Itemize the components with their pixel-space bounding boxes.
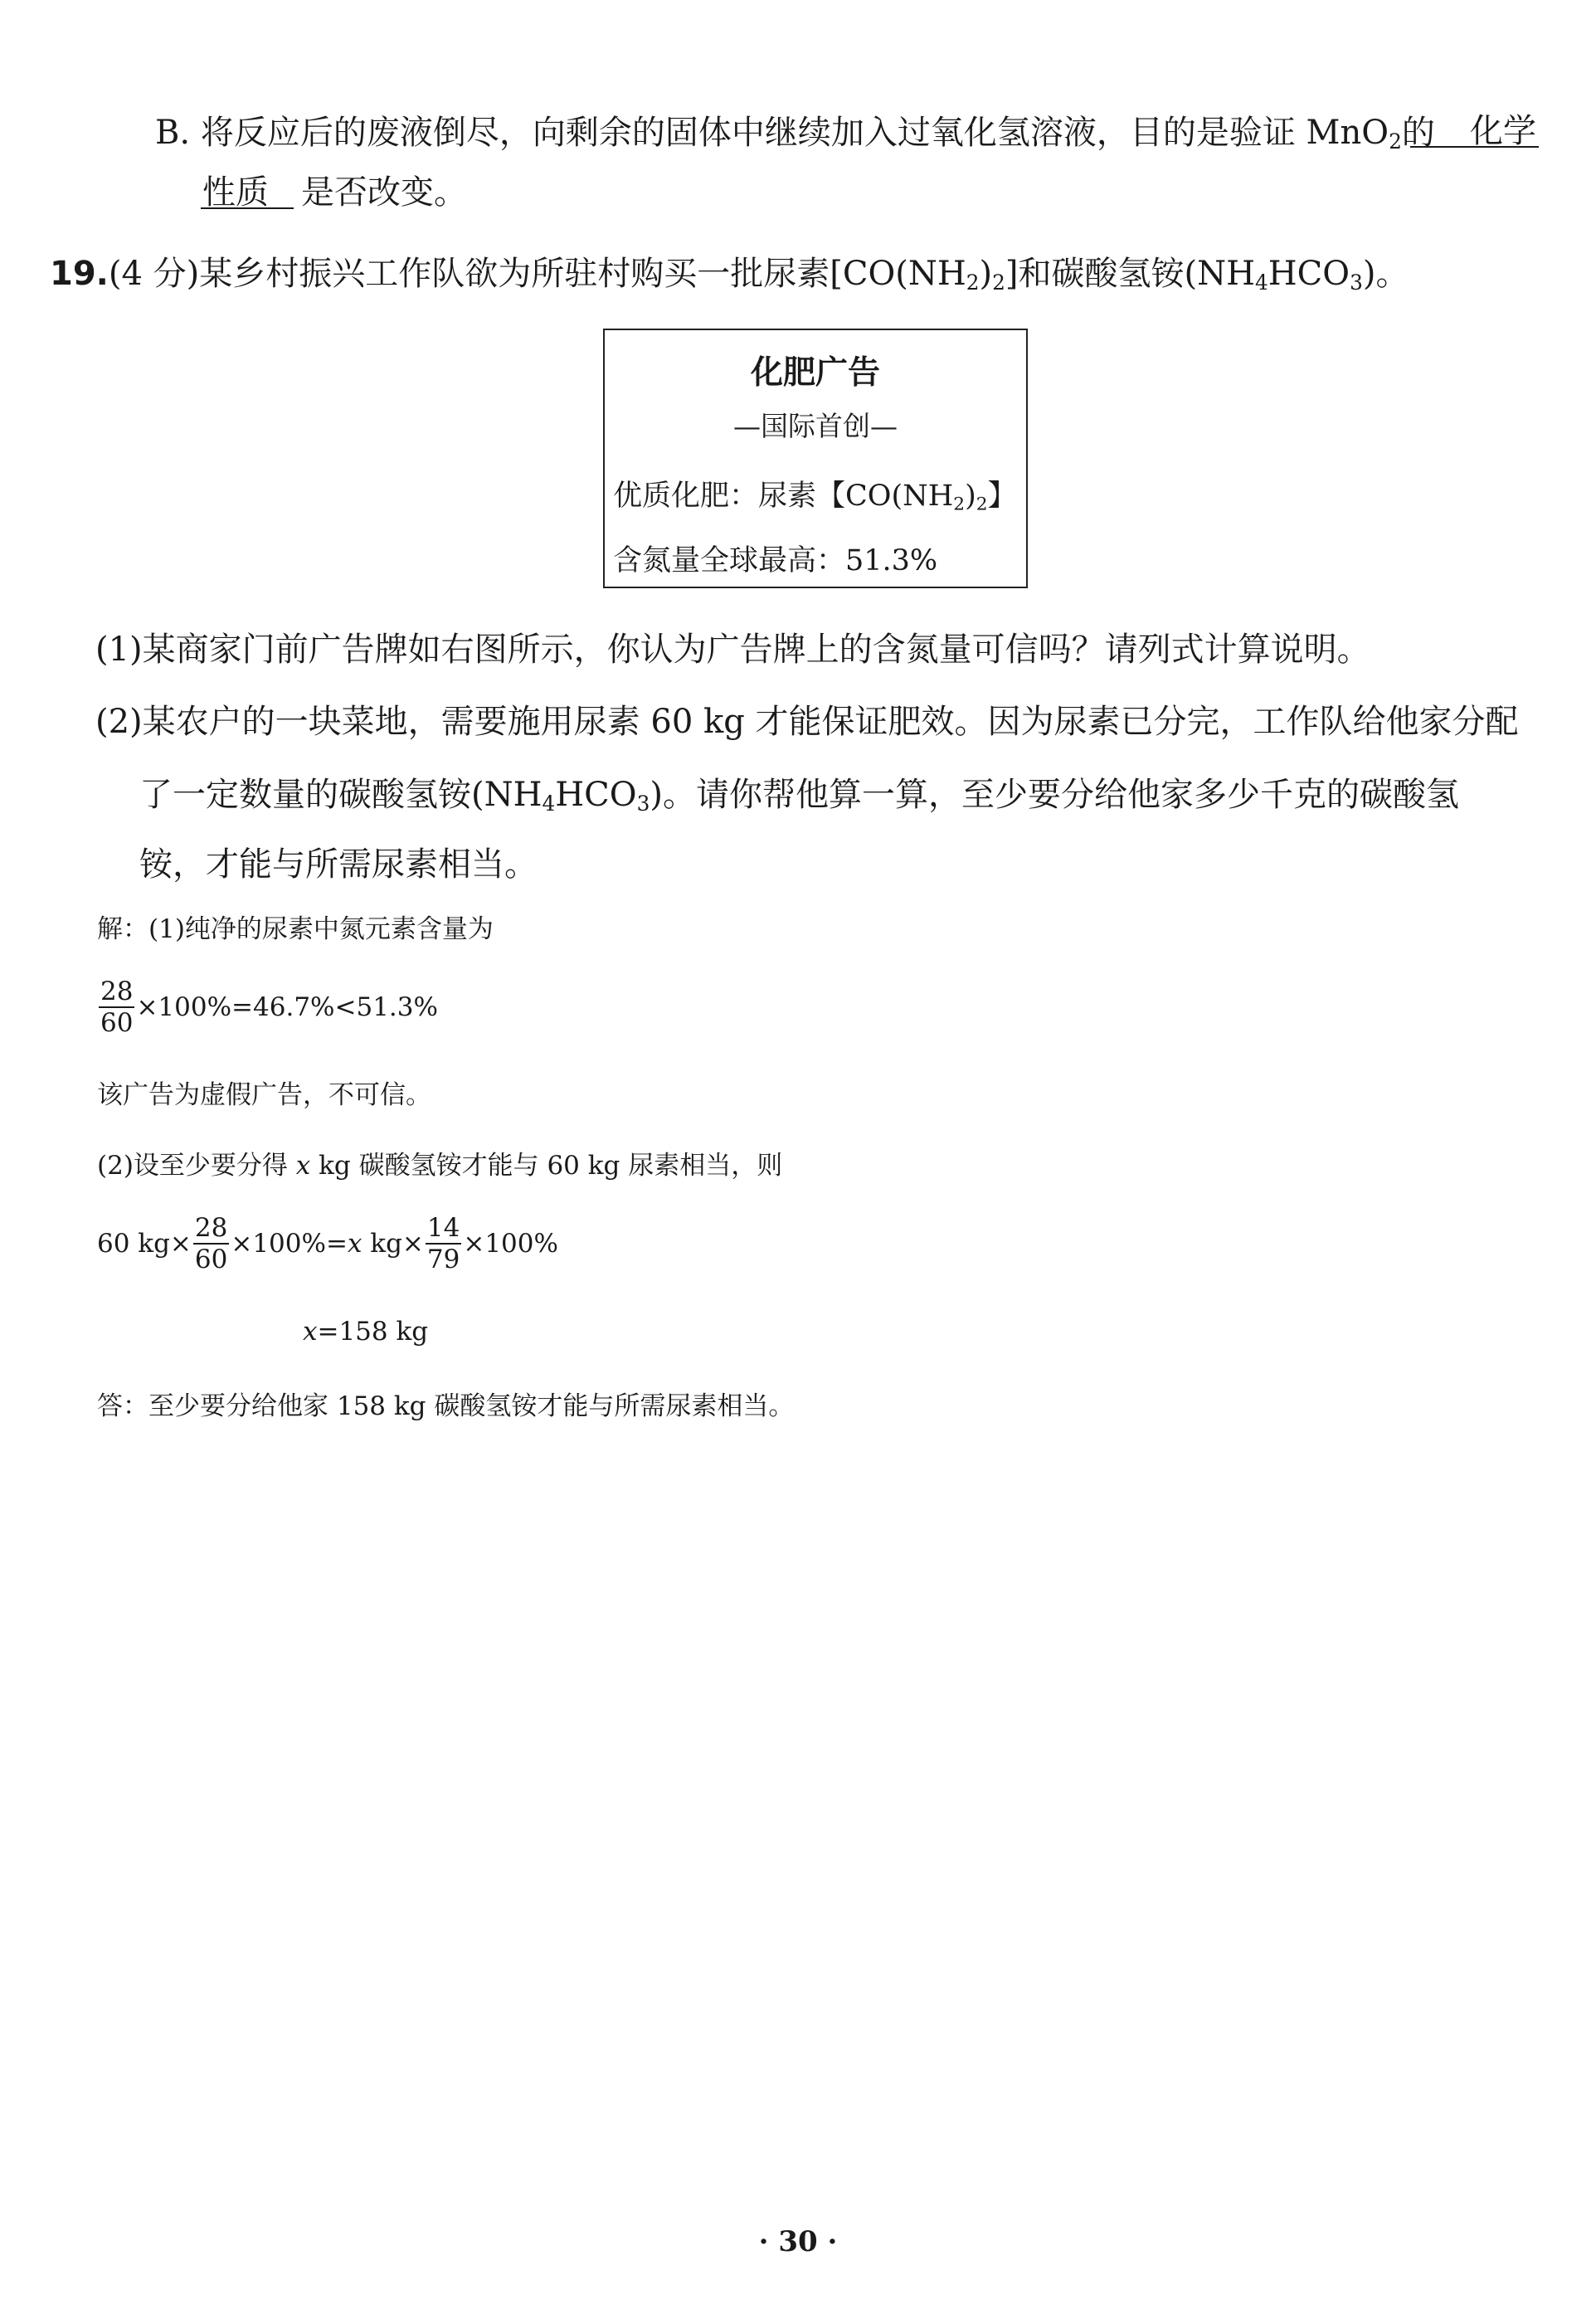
ad-title: 化肥广告 [750, 354, 880, 392]
ad-line1-paren: ) [965, 480, 976, 513]
eq-part-d: ×100% [463, 1229, 558, 1259]
mno2-subscript: 2 [1389, 129, 1402, 154]
intro-text-d: HCO [1268, 255, 1350, 293]
result-variable: x [303, 1317, 318, 1347]
ad-sub-2a: 2 [953, 494, 966, 515]
part2-text-b: HCO [555, 776, 637, 814]
solution-formula-1 [97, 979, 438, 1036]
intro-text-c: ]和碳酸氢铵(NH [1005, 255, 1255, 293]
fraction-14-79 [426, 1215, 461, 1273]
page-number: · 30 · [758, 2225, 838, 2258]
question-number: 19. [50, 255, 109, 293]
solution-line-1: 解：(1)纯净的尿素中氮元素含量为 [97, 914, 494, 944]
solution-result [303, 1319, 428, 1345]
solution-answer: 答：至少要分给他家 158 kg 碳酸氢铵才能与所需尿素相当。 [97, 1391, 795, 1421]
intro-text-e: )。 [1362, 255, 1409, 293]
answer-blank-part1 [1470, 114, 1536, 148]
blank-text-a: 化学 [1470, 112, 1536, 150]
part2-text-c: )。请你帮他算一算，至少要分给他家多少千克的碳酸氢 [650, 776, 1459, 814]
q19-part1: (1)某商家门前广告牌如右图所示，你认为广告牌上的含氮量可信吗？请列式计算说明。 [95, 631, 1370, 669]
eq-frac2-den: 79 [426, 1245, 460, 1274]
sub-2a: 2 [966, 270, 980, 295]
eq-frac1-num: 28 [194, 1213, 228, 1243]
ad-line1-bracket: 】 [987, 480, 1017, 513]
eq-part-b: ×100%= [231, 1229, 348, 1259]
q19-part2-line2 [139, 776, 1459, 816]
eq-part-a: 60 kg× [97, 1229, 192, 1259]
part2-sub-4: 4 [542, 792, 556, 816]
sub-2b: 2 [992, 270, 1005, 295]
frac-num: 28 [100, 977, 134, 1006]
formula-1-rest: ×100%=46.7%<51.3% [136, 992, 438, 1022]
s3-text-b: kg 碳酸氢铵才能与 60 kg 尿素相当，则 [319, 1151, 783, 1181]
solution-line-2: 该广告为虚假广告，不可信。 [97, 1080, 431, 1110]
s3-variable: x [295, 1151, 311, 1181]
q19-intro [50, 255, 1409, 295]
sub-4a: 4 [1255, 270, 1268, 295]
frac-den: 60 [100, 1008, 134, 1038]
ad-line1-text: 优质化肥：尿素【CO(NH [613, 480, 954, 513]
prev-end: 是否改变。 [301, 173, 467, 212]
part2-text-a: 了一定数量的碳酸氢铵(NH [139, 776, 543, 814]
sub-3a: 3 [1350, 270, 1363, 295]
q19-part2-line1: (2)某农户的一块菜地，需要施用尿素 60 kg 才能保证肥效。因为尿素已分完，工作队给他家分配 [95, 703, 1519, 741]
fertilizer-ad-box [603, 329, 1028, 588]
ad-subtitle: —国际首创— [733, 410, 898, 442]
s3-text-a: (2)设至少要分得 [97, 1151, 288, 1181]
eq-variable: x [347, 1229, 363, 1259]
ad-sub-2b: 2 [976, 494, 988, 515]
question-points: (4 分) [108, 255, 200, 293]
solution-line-3 [97, 1153, 782, 1179]
solution-equation [97, 1215, 558, 1273]
prev-after: 的 [1401, 114, 1435, 152]
fraction-28-60 [99, 979, 134, 1036]
part2-sub-3: 3 [636, 792, 650, 816]
eq-part-c: kg× [370, 1229, 424, 1259]
blank-text-b: 性质 [202, 173, 269, 212]
ad-line-2: 含氮量全球最高：51.3% [613, 544, 938, 577]
fraction-28-60-eq [193, 1215, 229, 1273]
prev-text: B. 将反应后的废液倒尽，向剩余的固体中继续加入过氧化氢溶液，目的是验证 MnO [155, 114, 1389, 152]
eq-frac2-num: 14 [426, 1213, 460, 1243]
intro-paren: ) [979, 255, 993, 293]
result-value: =158 kg [317, 1317, 429, 1347]
intro-text: 某乡村振兴工作队欲为所驻村购买一批尿素[CO(NH [199, 255, 966, 293]
ad-line-1 [613, 473, 1017, 514]
answer-blank-part2 [202, 173, 269, 212]
prev-question-line [155, 114, 1435, 154]
q19-part2-line3: 铵，才能与所需尿素相当。 [139, 845, 538, 884]
eq-frac1-den: 60 [194, 1245, 228, 1274]
